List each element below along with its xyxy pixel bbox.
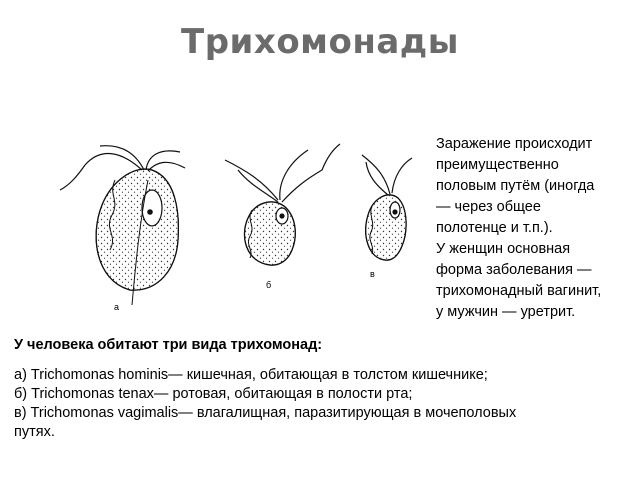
- infection-line: Заражение происходит: [436, 136, 593, 152]
- infection-line: трихомонадный вагинит,: [436, 283, 602, 299]
- infection-line: преимущественно: [436, 157, 559, 173]
- infection-line: У женщин основная: [436, 241, 571, 257]
- species-item: а) Trichomonas hominis— кишечная, обитающая в толстом кишечнике;: [14, 367, 488, 383]
- species-item: путях.: [14, 424, 55, 440]
- trichomonas-illustration: [40, 140, 420, 320]
- infection-line: — через общее: [436, 199, 541, 215]
- infection-line: форма заболевания —: [436, 262, 592, 278]
- label-c: в: [370, 269, 375, 279]
- infection-line: полотенце и т.п.).: [436, 220, 553, 236]
- infection-description: [436, 134, 636, 323]
- infection-line: у мужчин — уретрит.: [436, 304, 576, 320]
- species-heading: У человека обитают три вида трихомонад:: [14, 337, 323, 353]
- organism-b: [225, 144, 340, 265]
- label-a: а: [114, 302, 120, 312]
- species-item: в) Trichomonas vagimalis— влагалищная, паразитирующая в мочеполовых: [14, 405, 517, 421]
- organism-c: [362, 155, 412, 260]
- page-title: Трихомонады: [181, 22, 459, 62]
- label-b: б: [266, 280, 272, 290]
- species-item: б) Trichomonas tenax— ротовая, обитающая в полости рта;: [14, 386, 413, 402]
- organism-a: [60, 146, 185, 305]
- species-list: [14, 366, 626, 442]
- infection-line: половым путём (иногда: [436, 178, 595, 194]
